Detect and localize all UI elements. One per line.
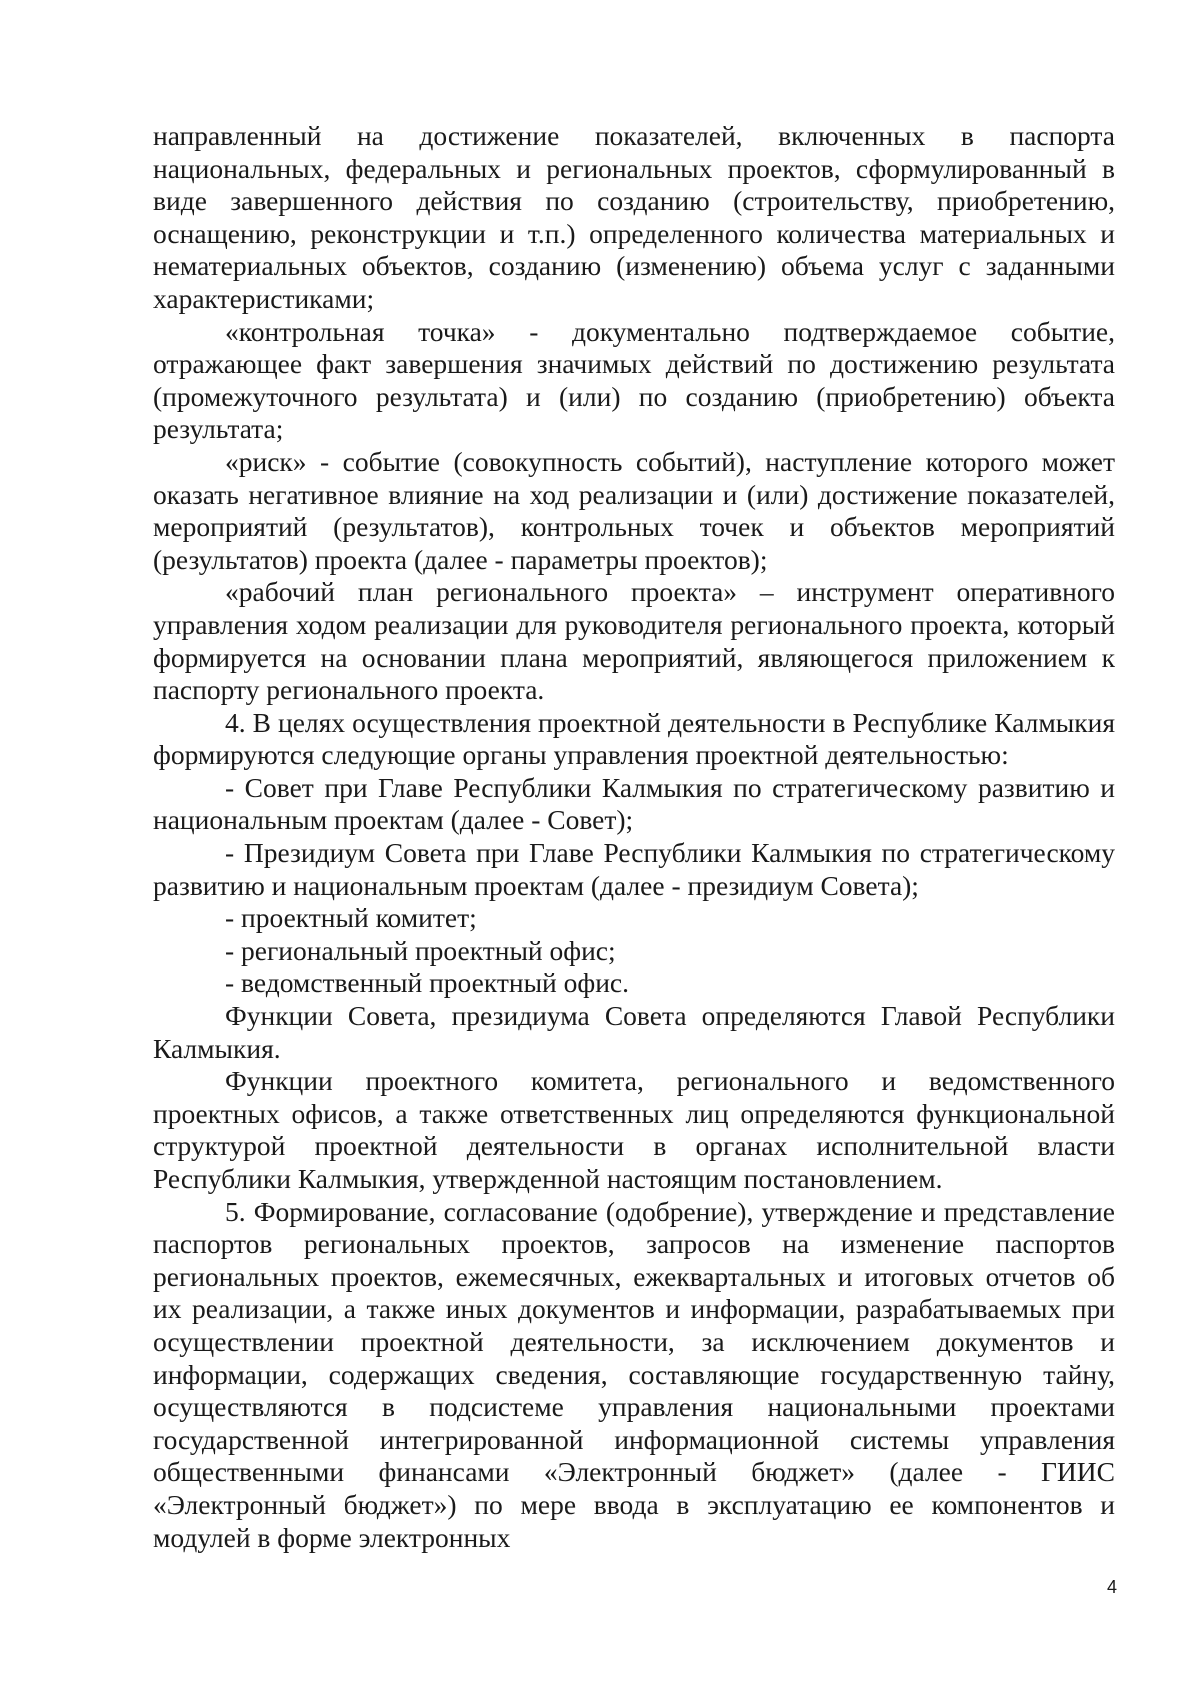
paragraph: 4. В целях осуществления проектной деятельности в Республике Калмыкия формируются следующие органы управления проектной деятельностью: <box>153 706 1115 771</box>
paragraph: - проектный комитет; <box>225 902 477 934</box>
paragraph: - региональный проектный офис; <box>225 934 616 966</box>
paragraph: - Президиум Совета при Главе Республики Калмыкия по стратегическому развитию и национальным проектам (далее - президиум Совета); <box>153 837 1115 901</box>
paragraph: Функции проектного комитета, регионального и ведомственного проектных офисов, а также ответственных лиц определяются функциональной структурой проектной деятельности в органах исполнительной власти Республики Калмыкия, утвержденной настоящим постановлением. <box>153 1065 1115 1194</box>
paragraph: Функции Совета, президиума Совета определяются Главой Республики Калмыкия. <box>153 1000 1115 1064</box>
paragraph: - Совет при Главе Республики Калмыкия по стратегическому развитию и национальным проектам (далее - Совет); <box>153 771 1115 836</box>
paragraph: 5. Формирование, согласование (одобрение), утверждение и представление паспортов региональных проектов, запросов на изменение паспортов региональных проектов, ежемесячных, ежеквартальных и итоговых отчетов об их реализации, а также иных документов и информации, разрабатываемых при осуществлении проектной деятельности, за исключением документов и информации, содержащих сведения, составляющие государственную тайну, осуществляются в подсистеме управления национальными проектами государственной интегрированной информационной системы управления общественными финансами «Электронный бюджет» (далее - ГИИС «Электронный бюджет») по мере ввода в эксплуатацию ее компонентов и модулей в форме электронных <box>153 1195 1115 1553</box>
page-number: 4 <box>1106 1577 1117 1597</box>
paragraph: «риск» - событие (совокупность событий), наступление которого может оказать негативное влияние на ход реализации и (или) достижение показателей, мероприятий (результатов), контрольных точек и объектов мероприятий (результатов) проекта (далее - параметры проектов); <box>153 445 1115 575</box>
paragraph: «рабочий план регионального проекта» – инструмент оперативного управления ходом реализации для руководителя регионального проекта, который формируется на основании плана мероприятий, являющегося приложением к паспорту регионального проекта. <box>153 576 1115 706</box>
paragraph: - ведомственный проектный офис. <box>225 967 630 999</box>
document-body <box>153 120 1115 1554</box>
paragraph: «контрольная точка» - документально подтверждаемое событие, отражающее факт завершения значимых действий по достижению результата (промежуточного результата) и (или) по созданию (приобретению) объекта результата; <box>153 315 1115 445</box>
paragraph: направленный на достижение показателей, включенных в паспорта национальных, федеральных и региональных проектов, сформулированный в виде завершенного действия по созданию (строительству, приобретению, оснащению, реконструкции и т.п.) определенного количества материальных и нематериальных объектов, созданию (изменению) объема услуг с заданными характеристиками; <box>153 120 1115 314</box>
